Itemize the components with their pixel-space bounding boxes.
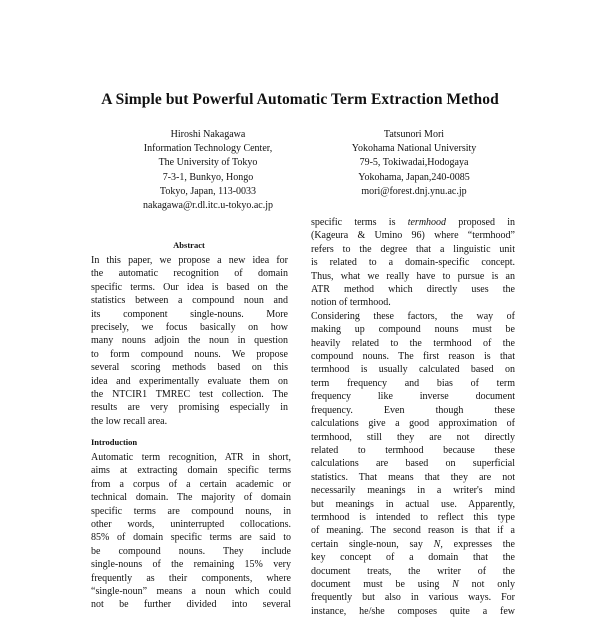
text-line: [311, 578, 515, 591]
text-line: Thus, what we really have to pursue is an: [311, 270, 515, 282]
text-fragment: specific terms is: [311, 217, 408, 228]
paper-title: A Simple but Powerful Automatic Term Extraction Method: [101, 91, 499, 108]
text-line: specific terms are compound nouns, in: [91, 505, 291, 517]
author-name: Tatsunori Mori: [383, 129, 445, 140]
author-address: 79-5, Tokiwadai,Hodogaya: [359, 157, 469, 169]
text-line: from a corpus of a certain academic or: [91, 478, 291, 490]
introduction-body: [91, 451, 291, 612]
text-line: document treats, the writer of the: [311, 565, 515, 577]
author-city: Tokyo, Japan, 113-0033: [159, 185, 257, 197]
emphasized-term: N,: [433, 538, 443, 550]
author-email: nakagawa@r.dl.itc.u-tokyo.ac.jp: [143, 200, 273, 212]
text-line: frequency like inverse document: [311, 391, 515, 403]
text-fragment: not only: [458, 578, 515, 590]
text-line: of meaning. The second reason is that if a: [311, 525, 515, 537]
text-fragment: document must be using: [311, 578, 453, 590]
text-line: to form compound nouns. We propose: [91, 348, 288, 360]
author-institution: The University of Tokyo: [158, 157, 258, 169]
text-line: technical domain. The majority of domain: [91, 492, 291, 504]
text-line: heavily related to the termhood of the: [311, 337, 515, 349]
text-line: necessarily meanings in a writer's mind: [311, 485, 515, 497]
text-fragment: expresses the: [442, 538, 515, 550]
text-line: calculations give a good approximation of: [311, 418, 515, 430]
emphasized-term: N: [452, 578, 459, 590]
author-address: 7-3-1, Bunkyo, Hongo: [162, 171, 254, 183]
author-affiliation: Information Technology Center,: [143, 143, 273, 155]
text-line: the NTCIR1 TMREC test collection. The: [91, 389, 288, 401]
text-line: but meanings in actual use. Apparently,: [311, 498, 515, 510]
text-line: the low recall area.: [91, 415, 168, 427]
text-line: the automatic recognition of domain: [91, 268, 288, 280]
text-line: 85% of domain specific terms are said to: [91, 532, 291, 544]
text-line: [311, 538, 515, 551]
author-name: Hiroshi Nakagawa: [170, 129, 246, 140]
text-line: making up compound nouns must be: [311, 324, 515, 336]
text-line: aims at extracting domain specific terms: [91, 465, 291, 477]
text-line: be compound nouns. They include: [91, 545, 291, 557]
text-line: idea and experimentally evaluate them on: [91, 375, 288, 387]
text-line: (Kageura & Umino 96) where “termhood”: [311, 230, 515, 242]
author-city: Yokohama, Japan,240-0085: [358, 171, 470, 183]
text-line: notion of termhood.: [311, 297, 391, 309]
author-email: mori@forest.dnj.ynu.ac.jp: [361, 185, 467, 197]
text-line: specific terms. Our idea is based on the: [91, 281, 288, 293]
text-line: term frequency and bias of term: [311, 377, 515, 389]
abstract-heading: Abstract: [173, 240, 205, 250]
text-line: key concept of a domain that the: [311, 552, 515, 564]
text-line: instance, he/she composes quite a few: [311, 605, 515, 617]
text-line: Automatic term recognition, ATR in short,: [91, 452, 291, 463]
text-line: statistics between a compound noun and: [91, 295, 288, 307]
text-line: several scoring methods based on this: [91, 362, 288, 374]
text-line: is related to a domain-specific concept.: [311, 257, 515, 269]
text-line: not be further divided into several: [91, 599, 291, 611]
text-line: results are very promising especially in: [91, 402, 288, 414]
text-line: other words, uninterrupted collocations.: [91, 519, 291, 531]
introduction-heading: Introduction: [91, 437, 138, 447]
text-line: termhood is intended to reflect this type: [311, 511, 515, 523]
text-line: many nouns adjoin the noun in question: [91, 335, 288, 347]
text-line: ATR method which directly uses the: [311, 284, 515, 296]
author-block-mori: [299, 128, 529, 199]
right-column-body: [311, 216, 515, 618]
text-line: its component single-nouns. More: [91, 308, 288, 320]
text-line: single-nouns of the remaining 15% very: [91, 559, 291, 571]
text-line: Considering these factors, the way of: [311, 310, 515, 322]
text-line: In this paper, we propose a new idea for: [91, 255, 288, 266]
text-line: statistics. That means that they are not: [311, 471, 515, 483]
text-line: frequently but also in various ways. For: [311, 592, 515, 604]
author-block-nakagawa: [93, 128, 323, 213]
text-line: “single-noun” means a noun which could: [91, 586, 291, 598]
text-line: precisely, we focus basically on how: [91, 322, 288, 334]
text-fragment: certain single-noun, say: [311, 538, 434, 550]
text-line: frequency. Even though these: [311, 404, 515, 416]
text-line: compound nouns. The first reason is that: [311, 351, 515, 363]
text-line: termhood, still they are not directly: [311, 431, 515, 443]
text-fragment: proposed in: [446, 217, 515, 228]
text-line: calculations are based on superficial: [311, 458, 515, 470]
text-line: [311, 216, 515, 229]
abstract-body: [91, 254, 288, 428]
text-line: frequently as their components, where: [91, 572, 291, 584]
text-line: related to termhood because these: [311, 444, 515, 456]
text-line: refers to the degree that a linguistic unit: [311, 243, 515, 255]
emphasized-term: termhood: [407, 217, 447, 228]
author-institution: Yokohama National University: [351, 143, 477, 155]
text-line: termhood is usually calculated based on: [311, 364, 515, 376]
